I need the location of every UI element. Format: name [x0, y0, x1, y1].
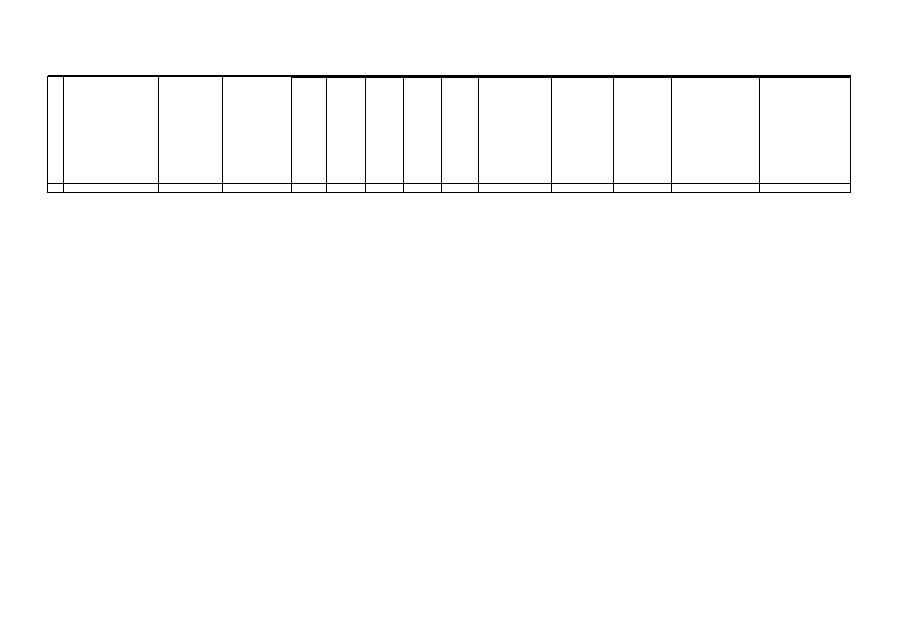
unit-rub — [760, 184, 851, 193]
header-cost-q2 — [552, 78, 614, 184]
unit-rub — [614, 184, 672, 193]
unit-ed — [404, 184, 442, 193]
unit-empty — [64, 184, 159, 193]
header-cost-q4 — [672, 78, 760, 184]
unit-rub — [672, 184, 760, 193]
header-cost-q3 — [614, 78, 672, 184]
header-residents — [223, 77, 292, 184]
unit-ed — [366, 184, 404, 193]
header-total — [442, 78, 479, 184]
unit-area — [159, 184, 223, 193]
unit-ed — [442, 184, 479, 193]
unit-ed — [292, 184, 327, 193]
unit-rub — [552, 184, 614, 193]
header-cost-total — [760, 78, 851, 184]
unit-rub — [479, 184, 552, 193]
header-num — [48, 77, 64, 184]
unit-empty — [48, 184, 64, 193]
header-cost-q1 — [479, 78, 552, 184]
header-q4 — [404, 78, 442, 184]
capital-repair-table — [47, 75, 851, 193]
header-q1 — [292, 78, 327, 184]
header-q2 — [327, 78, 366, 184]
header-q3 — [366, 78, 404, 184]
unit-residents — [223, 184, 292, 193]
header-area — [159, 77, 223, 184]
unit-ed — [327, 184, 366, 193]
header-name — [64, 77, 159, 184]
